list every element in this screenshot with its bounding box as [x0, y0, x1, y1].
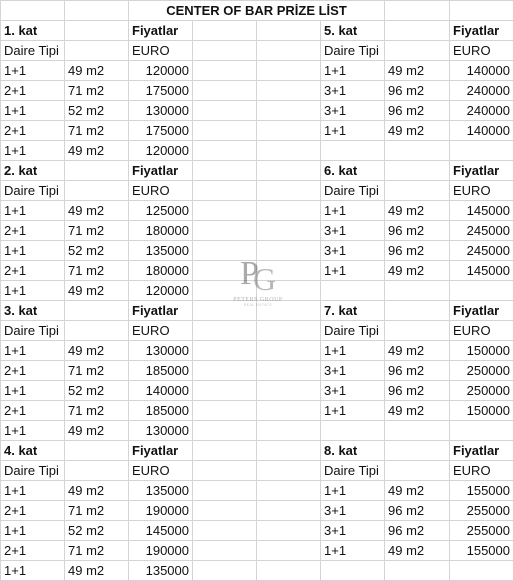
unit-price: 185000 — [129, 401, 193, 421]
unit-price: 150000 — [450, 341, 513, 361]
unit-price: 175000 — [129, 121, 193, 141]
empty-cell — [193, 181, 257, 201]
unit-type: 1+1 — [321, 401, 385, 421]
empty-cell — [193, 361, 257, 381]
unit-type: 3+1 — [321, 501, 385, 521]
unit-type: 1+1 — [1, 281, 65, 301]
table-row — [1, 141, 513, 161]
unit-type: 1+1 — [321, 481, 385, 501]
table-row — [1, 541, 513, 561]
table-row — [1, 401, 513, 421]
floor-label: 5. kat — [321, 21, 385, 41]
empty-cell — [257, 461, 321, 481]
empty-cell — [321, 141, 385, 161]
unit-price: 120000 — [129, 141, 193, 161]
empty-cell — [257, 561, 321, 581]
empty-cell — [257, 481, 321, 501]
empty-cell — [257, 341, 321, 361]
empty-cell — [193, 141, 257, 161]
table-row — [1, 521, 513, 541]
price-header: Fiyatlar — [129, 301, 193, 321]
unit-area: 71 m2 — [65, 541, 129, 561]
unit-type: 1+1 — [1, 101, 65, 121]
unit-price: 240000 — [450, 101, 513, 121]
empty-cell — [193, 501, 257, 521]
empty-cell — [193, 561, 257, 581]
unit-type: 1+1 — [1, 561, 65, 581]
unit-type: 3+1 — [321, 221, 385, 241]
unit-type: 1+1 — [321, 121, 385, 141]
price-header: Fiyatlar — [450, 21, 513, 41]
empty-cell — [65, 321, 129, 341]
unit-area: 71 m2 — [65, 401, 129, 421]
empty-cell — [193, 201, 257, 221]
empty-cell — [65, 41, 129, 61]
empty-cell — [65, 301, 129, 321]
table-row — [1, 261, 513, 281]
empty-cell — [257, 381, 321, 401]
unit-price: 155000 — [450, 481, 513, 501]
empty-cell — [257, 441, 321, 461]
watermark-subtitle: REAL ESTATE — [243, 303, 273, 307]
unit-price: 145000 — [129, 521, 193, 541]
empty-cell — [257, 121, 321, 141]
unit-type: 1+1 — [321, 541, 385, 561]
type-header: Daire Tipi — [321, 41, 385, 61]
unit-area: 49 m2 — [385, 121, 450, 141]
currency-label: EURO — [129, 321, 193, 341]
unit-area: 49 m2 — [385, 61, 450, 81]
unit-price: 135000 — [129, 561, 193, 581]
unit-price: 120000 — [129, 61, 193, 81]
unit-price: 255000 — [450, 501, 513, 521]
empty-cell — [321, 421, 385, 441]
unit-area: 49 m2 — [65, 481, 129, 501]
empty-cell — [450, 561, 513, 581]
unit-price: 130000 — [129, 341, 193, 361]
empty-cell — [257, 201, 321, 221]
unit-area: 71 m2 — [65, 221, 129, 241]
unit-area: 96 m2 — [385, 521, 450, 541]
table-row — [1, 341, 513, 361]
empty-cell — [257, 321, 321, 341]
unit-type: 1+1 — [1, 201, 65, 221]
empty-cell — [193, 481, 257, 501]
unit-area: 96 m2 — [385, 221, 450, 241]
unit-area: 71 m2 — [65, 121, 129, 141]
empty-cell — [385, 421, 450, 441]
empty-cell — [257, 181, 321, 201]
unit-area: 49 m2 — [385, 481, 450, 501]
unit-price: 140000 — [129, 381, 193, 401]
unit-price: 145000 — [450, 261, 513, 281]
unit-price: 140000 — [450, 121, 513, 141]
floor-label: 4. kat — [1, 441, 65, 461]
unit-area: 71 m2 — [65, 501, 129, 521]
unit-type: 1+1 — [1, 521, 65, 541]
empty-cell — [193, 41, 257, 61]
empty-cell — [193, 381, 257, 401]
empty-cell — [257, 361, 321, 381]
unit-price: 120000 — [129, 281, 193, 301]
type-header: Daire Tipi — [1, 461, 65, 481]
empty-cell — [385, 1, 450, 21]
unit-type: 2+1 — [1, 261, 65, 281]
unit-price: 145000 — [450, 201, 513, 221]
empty-cell — [450, 421, 513, 441]
unit-area: 49 m2 — [65, 201, 129, 221]
unit-type: 2+1 — [1, 81, 65, 101]
table-row — [1, 421, 513, 441]
empty-cell — [257, 421, 321, 441]
empty-cell — [257, 301, 321, 321]
unit-area: 96 m2 — [385, 81, 450, 101]
floor-label: 8. kat — [321, 441, 385, 461]
empty-cell — [385, 461, 450, 481]
type-header: Daire Tipi — [1, 321, 65, 341]
empty-cell — [193, 121, 257, 141]
table-row — [1, 101, 513, 121]
unit-price: 240000 — [450, 81, 513, 101]
unit-area: 71 m2 — [65, 81, 129, 101]
empty-cell — [450, 1, 513, 21]
empty-cell — [257, 21, 321, 41]
empty-cell — [257, 261, 321, 281]
unit-price: 130000 — [129, 101, 193, 121]
empty-cell — [450, 141, 513, 161]
empty-cell — [257, 221, 321, 241]
price-header: Fiyatlar — [129, 441, 193, 461]
price-header: Fiyatlar — [450, 441, 513, 461]
unit-type: 1+1 — [321, 61, 385, 81]
unit-price: 185000 — [129, 361, 193, 381]
empty-cell — [450, 281, 513, 301]
floor-header-row — [1, 161, 513, 181]
unit-type: 1+1 — [1, 481, 65, 501]
unit-price: 180000 — [129, 221, 193, 241]
unit-price: 255000 — [450, 521, 513, 541]
svg-text:P: P — [240, 255, 259, 292]
unit-area: 71 m2 — [65, 261, 129, 281]
unit-type: 3+1 — [321, 101, 385, 121]
empty-cell — [257, 241, 321, 261]
unit-type: 1+1 — [321, 261, 385, 281]
empty-cell — [65, 21, 129, 41]
empty-cell — [65, 441, 129, 461]
empty-cell — [257, 161, 321, 181]
empty-cell — [193, 341, 257, 361]
unit-type: 3+1 — [321, 241, 385, 261]
floor-header-row — [1, 301, 513, 321]
empty-cell — [385, 141, 450, 161]
unit-price: 140000 — [450, 61, 513, 81]
unit-type: 1+1 — [1, 61, 65, 81]
empty-cell — [257, 141, 321, 161]
unit-type: 2+1 — [1, 221, 65, 241]
floor-label: 1. kat — [1, 21, 65, 41]
unit-price: 190000 — [129, 501, 193, 521]
unit-type: 1+1 — [1, 381, 65, 401]
empty-cell — [257, 61, 321, 81]
table-row — [1, 361, 513, 381]
unit-price: 135000 — [129, 481, 193, 501]
empty-cell — [193, 321, 257, 341]
currency-label: EURO — [450, 321, 513, 341]
currency-label: EURO — [450, 461, 513, 481]
unit-area: 49 m2 — [65, 141, 129, 161]
empty-cell — [193, 541, 257, 561]
empty-cell — [385, 281, 450, 301]
unit-area: 49 m2 — [65, 281, 129, 301]
table-row — [1, 81, 513, 101]
unit-type: 2+1 — [1, 501, 65, 521]
table-row — [1, 281, 513, 301]
unit-price: 245000 — [450, 221, 513, 241]
empty-cell — [193, 81, 257, 101]
empty-cell — [193, 21, 257, 41]
type-header: Daire Tipi — [321, 321, 385, 341]
price-header: Fiyatlar — [129, 161, 193, 181]
floor-label: 6. kat — [321, 161, 385, 181]
type-header: Daire Tipi — [1, 181, 65, 201]
empty-cell — [385, 301, 450, 321]
empty-cell — [385, 561, 450, 581]
empty-cell — [321, 561, 385, 581]
unit-area: 96 m2 — [385, 101, 450, 121]
empty-cell — [257, 281, 321, 301]
empty-cell — [193, 281, 257, 301]
unit-price: 250000 — [450, 361, 513, 381]
empty-cell — [193, 461, 257, 481]
empty-cell — [193, 301, 257, 321]
unit-area: 49 m2 — [65, 561, 129, 581]
empty-cell — [385, 41, 450, 61]
price-header: Fiyatlar — [450, 301, 513, 321]
floor-label: 3. kat — [1, 301, 65, 321]
unit-price: 125000 — [129, 201, 193, 221]
unit-area: 49 m2 — [65, 421, 129, 441]
empty-cell — [193, 521, 257, 541]
unit-area: 49 m2 — [65, 61, 129, 81]
unit-price: 190000 — [129, 541, 193, 561]
unit-area: 52 m2 — [65, 101, 129, 121]
empty-cell — [257, 541, 321, 561]
empty-cell — [257, 501, 321, 521]
column-header-row — [1, 461, 513, 481]
currency-label: EURO — [129, 41, 193, 61]
unit-type: 3+1 — [321, 521, 385, 541]
empty-cell — [1, 1, 65, 21]
empty-cell — [193, 441, 257, 461]
empty-cell — [257, 521, 321, 541]
table-row — [1, 561, 513, 581]
empty-cell — [385, 21, 450, 41]
unit-type: 1+1 — [321, 201, 385, 221]
currency-label: EURO — [450, 41, 513, 61]
empty-cell — [257, 81, 321, 101]
price-header: Fiyatlar — [129, 21, 193, 41]
empty-cell — [193, 61, 257, 81]
table-row — [1, 501, 513, 521]
type-header: Daire Tipi — [321, 181, 385, 201]
empty-cell — [385, 321, 450, 341]
empty-cell — [193, 161, 257, 181]
unit-price: 180000 — [129, 261, 193, 281]
floor-header-row — [1, 441, 513, 461]
empty-cell — [65, 1, 129, 21]
floor-label: 2. kat — [1, 161, 65, 181]
empty-cell — [193, 261, 257, 281]
svg-text:G: G — [253, 261, 277, 294]
empty-cell — [257, 41, 321, 61]
unit-price: 135000 — [129, 241, 193, 261]
price-header: Fiyatlar — [450, 161, 513, 181]
unit-type: 3+1 — [321, 81, 385, 101]
currency-label: EURO — [450, 181, 513, 201]
currency-label: EURO — [129, 181, 193, 201]
title-row — [1, 1, 513, 21]
floor-label: 7. kat — [321, 301, 385, 321]
empty-cell — [193, 421, 257, 441]
unit-area: 96 m2 — [385, 501, 450, 521]
unit-type: 2+1 — [1, 361, 65, 381]
unit-area: 49 m2 — [385, 201, 450, 221]
empty-cell — [385, 161, 450, 181]
currency-label: EURO — [129, 461, 193, 481]
empty-cell — [193, 401, 257, 421]
empty-cell — [257, 401, 321, 421]
unit-type: 2+1 — [1, 401, 65, 421]
unit-type: 3+1 — [321, 361, 385, 381]
unit-price: 250000 — [450, 381, 513, 401]
unit-area: 71 m2 — [65, 361, 129, 381]
unit-type: 1+1 — [321, 341, 385, 361]
empty-cell — [385, 441, 450, 461]
table-row — [1, 221, 513, 241]
unit-price: 245000 — [450, 241, 513, 261]
empty-cell — [193, 101, 257, 121]
table-row — [1, 381, 513, 401]
table-row — [1, 201, 513, 221]
unit-type: 1+1 — [1, 421, 65, 441]
unit-area: 49 m2 — [65, 341, 129, 361]
unit-type: 1+1 — [1, 241, 65, 261]
unit-area: 49 m2 — [385, 261, 450, 281]
type-header: Daire Tipi — [1, 41, 65, 61]
watermark-name: PETERS GROUP — [233, 297, 283, 303]
unit-price: 130000 — [129, 421, 193, 441]
unit-area: 49 m2 — [385, 541, 450, 561]
empty-cell — [321, 281, 385, 301]
column-header-row — [1, 41, 513, 61]
column-header-row — [1, 181, 513, 201]
floor-header-row — [1, 21, 513, 41]
unit-price: 150000 — [450, 401, 513, 421]
sheet-body — [1, 1, 513, 581]
unit-area: 52 m2 — [65, 241, 129, 261]
type-header: Daire Tipi — [321, 461, 385, 481]
table-row — [1, 61, 513, 81]
empty-cell — [65, 181, 129, 201]
unit-area: 96 m2 — [385, 381, 450, 401]
sheet-title: CENTER OF BAR PRİZE LİST — [129, 1, 385, 21]
column-header-row — [1, 321, 513, 341]
empty-cell — [385, 181, 450, 201]
unit-type: 3+1 — [321, 381, 385, 401]
empty-cell — [193, 241, 257, 261]
empty-cell — [193, 221, 257, 241]
unit-area: 49 m2 — [385, 341, 450, 361]
unit-type: 1+1 — [1, 141, 65, 161]
unit-area: 52 m2 — [65, 381, 129, 401]
empty-cell — [257, 101, 321, 121]
unit-area: 49 m2 — [385, 401, 450, 421]
unit-area: 52 m2 — [65, 521, 129, 541]
unit-price: 175000 — [129, 81, 193, 101]
unit-type: 2+1 — [1, 541, 65, 561]
table-row — [1, 481, 513, 501]
unit-type: 2+1 — [1, 121, 65, 141]
empty-cell — [65, 161, 129, 181]
unit-type: 1+1 — [1, 341, 65, 361]
table-row — [1, 121, 513, 141]
unit-area: 96 m2 — [385, 361, 450, 381]
table-row — [1, 241, 513, 261]
empty-cell — [65, 461, 129, 481]
unit-price: 155000 — [450, 541, 513, 561]
unit-area: 96 m2 — [385, 241, 450, 261]
